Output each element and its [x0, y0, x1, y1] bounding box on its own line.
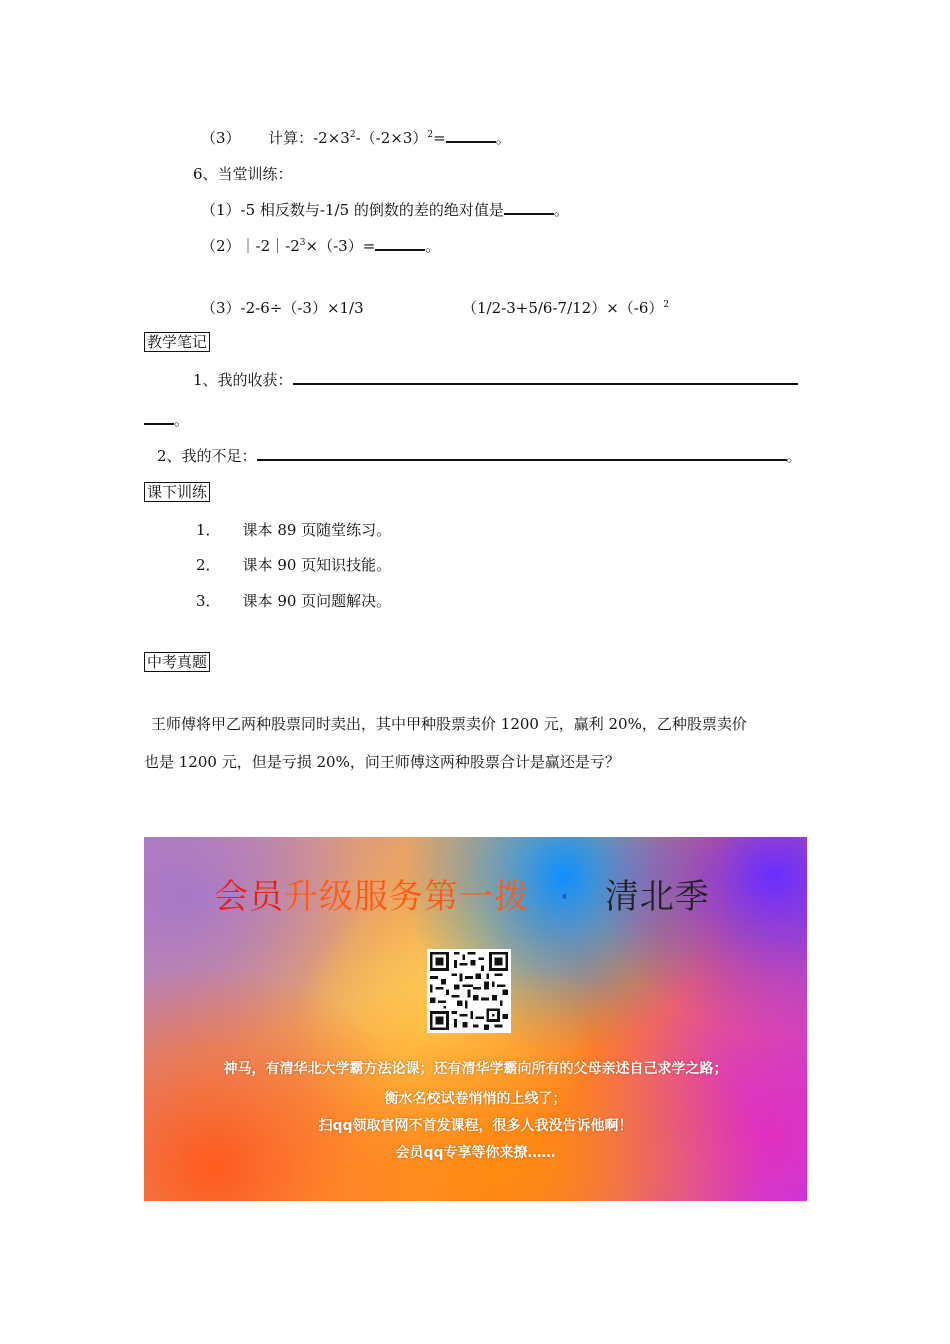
- banner-text-4: 会员qq专享等你来撩……: [395, 1145, 556, 1161]
- end-mark: 。: [786, 447, 802, 465]
- promo-banner[interactable]: [144, 837, 807, 1201]
- practice-2-text-a: （2）｜-2｜-2: [201, 237, 300, 255]
- practice-3b-text: （1/2-3+5/6-7/12）×（-6）: [462, 299, 664, 317]
- title-dark: 清北季: [604, 877, 710, 917]
- practice-1-text: （1）-5 相反数与-1/5 的倒数的差的绝对值是: [201, 201, 504, 219]
- lack-blank[interactable]: [257, 447, 787, 461]
- practice-3b-sup: 2: [663, 300, 670, 310]
- banner-text-3: 扫qq领取官网不首发课程，很多人我没告诉他啊！: [318, 1118, 633, 1134]
- gain-blank[interactable]: [293, 371, 798, 385]
- item-3-sup1: 2: [349, 130, 356, 140]
- item-3-eq: =: [433, 129, 446, 147]
- notes-heading: 教学笔记: [144, 332, 210, 352]
- practice-2: [201, 236, 440, 256]
- banner-text-1: 神马，有清华北大学霸方法论课；还有清华学霸向所有的父母亲述自己求学之路；: [223, 1061, 728, 1077]
- item-3-text2: -（-2×3）: [355, 129, 428, 147]
- exam-line-1: 王师傅将甲乙两种股票同时卖出，其中甲种股票卖价 1200 元，赢利 20%，乙种股票卖价: [151, 715, 747, 733]
- banner-text-2: 衡水名校试卷悄悄的上线了；: [384, 1091, 567, 1107]
- item-3-text: 计算：-2×3: [268, 129, 350, 147]
- practice-1: [201, 200, 569, 220]
- gain-blank-cont[interactable]: [144, 411, 174, 425]
- homework-heading: 课下训练: [144, 482, 210, 502]
- end-mark: 。: [495, 129, 511, 147]
- homework-text: 课本 89 页随堂练习。: [242, 521, 392, 539]
- homework-text: 课本 90 页知识技能。: [242, 556, 392, 574]
- notes-gain-cont: [144, 410, 189, 430]
- homework-num: 2．: [196, 556, 221, 574]
- homework-num: 3．: [196, 592, 221, 610]
- item-3: [201, 128, 511, 148]
- end-mark: 。: [174, 411, 190, 429]
- practice-2-text-b: ×（-3）=: [305, 237, 376, 255]
- item-3-sup2: 2: [427, 130, 434, 140]
- end-mark: 。: [425, 237, 441, 255]
- banner-title: [214, 877, 710, 917]
- homework-item-3: [196, 591, 391, 611]
- item-3-label: （3）: [201, 129, 241, 147]
- end-mark: 。: [553, 201, 569, 219]
- practice-3a: （3）-2-6÷（-3）×1/3: [201, 299, 364, 317]
- practice-2-sup: 3: [299, 238, 306, 248]
- homework-num: 1．: [196, 521, 221, 539]
- section-6-title: 6、当堂训练：: [193, 165, 293, 183]
- title-orange: 升级服务第一拨: [284, 877, 529, 917]
- notes-gain-label: 1、我的收获：: [193, 371, 293, 389]
- practice-3b: [462, 298, 669, 318]
- exam-heading: 中考真题: [144, 652, 210, 672]
- homework-text: 课本 90 页问题解决。: [242, 592, 392, 610]
- homework-item-2: [196, 555, 391, 575]
- exam-line-2: 也是 1200 元，但是亏损 20%，问王师傅这两种股票合计是赢还是亏？: [144, 753, 620, 771]
- notes-lack-label: 2、我的不足：: [157, 447, 257, 465]
- title-dot: ·: [559, 877, 571, 917]
- homework-item-1: [196, 520, 391, 540]
- notes-gain: [193, 370, 798, 390]
- notes-lack: [157, 446, 802, 466]
- title-red: 会员: [214, 877, 284, 917]
- qr-code-icon[interactable]: [427, 949, 511, 1033]
- answer-blank[interactable]: [375, 237, 425, 251]
- answer-blank[interactable]: [504, 201, 554, 215]
- answer-blank[interactable]: [446, 129, 496, 143]
